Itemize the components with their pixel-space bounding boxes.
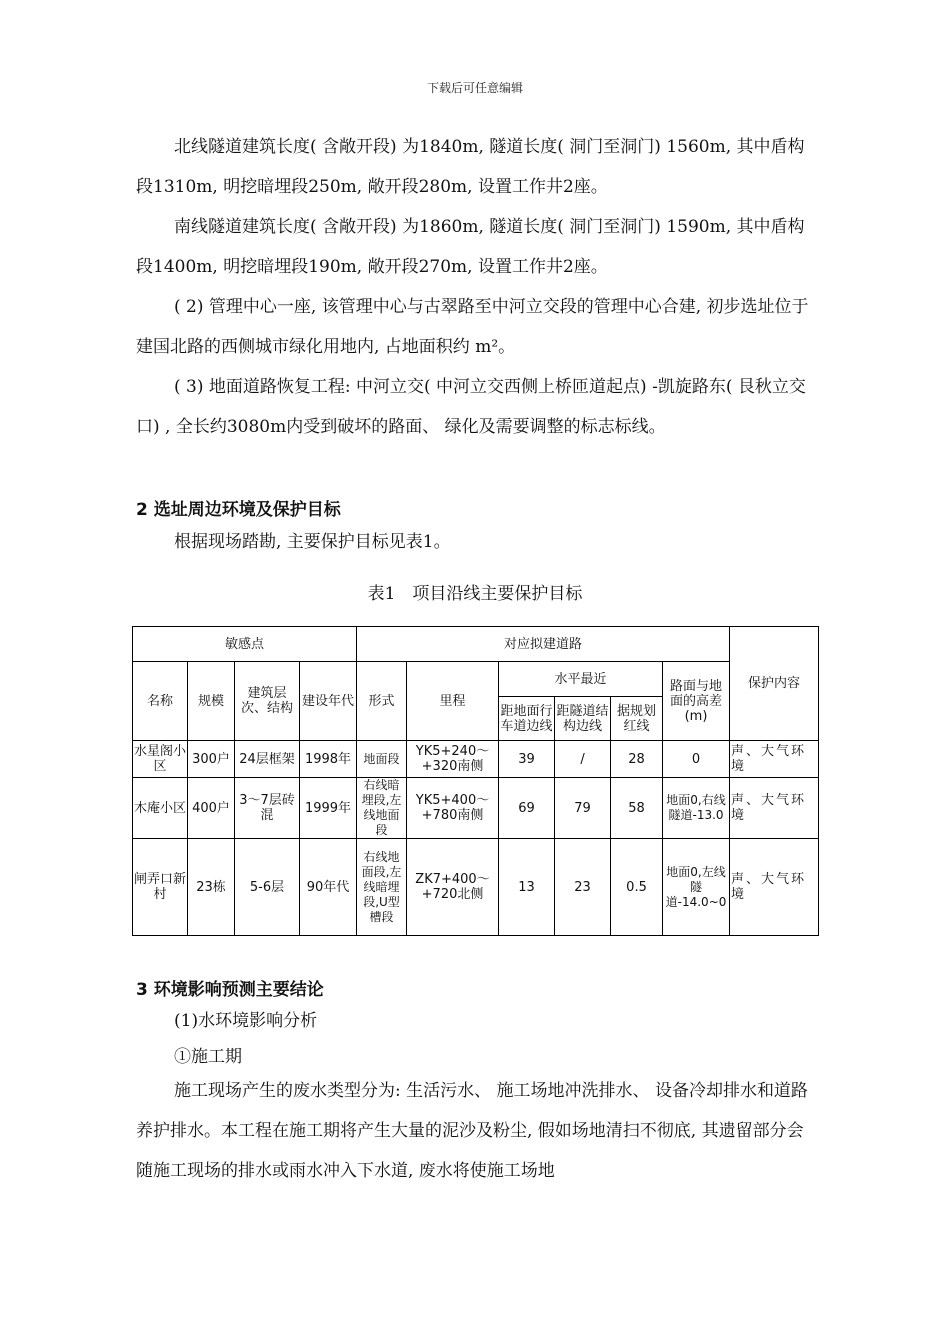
cell-scale: 300户 xyxy=(188,741,235,778)
cell-name: 木庵小区 xyxy=(133,778,188,839)
header-scale: 规模 xyxy=(188,662,235,741)
cell-protect: 声、大气环境 xyxy=(730,741,819,778)
cell-scale: 400户 xyxy=(188,778,235,839)
header-floors: 建筑层次、结构 xyxy=(235,662,300,741)
cell-red-line: 0.5 xyxy=(611,839,663,936)
cell-road-edge: 39 xyxy=(499,741,555,778)
header-name: 名称 xyxy=(133,662,188,741)
header-sensitive-point: 敏感点 xyxy=(133,627,357,662)
cell-height: 0 xyxy=(663,741,730,778)
table-row xyxy=(133,741,819,778)
paragraph-wastewater: 施工现场产生的废水类型分为: 生活污水、 施工场地冲洗排水、 设备冷却排水和道路养护排水。本工程在施工期将产生大量的泥沙及粉尘, 假如场地清扫不彻底, 其遗留部分会随施工现场的排水或雨水冲入下水道, 废水将使施工场地 xyxy=(136,1081,808,1181)
cell-mileage: YK5+240～+320南侧 xyxy=(407,741,499,778)
header-tunnel-edge: 距隧道结构边线 xyxy=(555,697,611,741)
header-road-edge: 距地面行车道边线 xyxy=(499,697,555,741)
header-protect-content: 保护内容 xyxy=(730,627,819,741)
header-red-line: 据规划红线 xyxy=(611,697,663,741)
section-3-heading: 3 环境影响预测主要结论 xyxy=(136,980,324,1000)
cell-tunnel-edge: 23 xyxy=(555,839,611,936)
cell-floors: 24层框架 xyxy=(235,741,300,778)
cell-height: 地面0,左线隧道-14.0~0 xyxy=(663,839,730,936)
protection-targets-table xyxy=(132,626,819,936)
cell-road-edge: 13 xyxy=(499,839,555,936)
paragraph-north-tunnel: 北线隧道建筑长度( 含敞开段) 为1840m, 隧道长度( 洞门至洞门) 1560m, 其中盾构段1310m, 明挖暗埋段250m, 敞开段280m, 设置工作井2座。 xyxy=(136,137,805,197)
cell-form: 右线暗埋段,左线地面段 xyxy=(357,778,407,839)
cell-red-line: 58 xyxy=(611,778,663,839)
cell-year: 90年代 xyxy=(300,839,357,936)
header-form: 形式 xyxy=(357,662,407,741)
cell-floors: 3～7层砖混 xyxy=(235,778,300,839)
cell-form: 地面段 xyxy=(357,741,407,778)
subsection-construction: ①施工期 xyxy=(174,1047,242,1067)
table-caption: 表1 项目沿线主要保护目标 xyxy=(367,584,583,604)
cell-road-edge: 69 xyxy=(499,778,555,839)
cell-tunnel-edge: 79 xyxy=(555,778,611,839)
header-height-diff: 路面与地面的高差(m) xyxy=(663,662,730,741)
cell-red-line: 28 xyxy=(611,741,663,778)
cell-name: 闸弄口新村 xyxy=(133,839,188,936)
header-horizontal: 水平最近 xyxy=(499,662,663,697)
cell-protect: 声、大气环境 xyxy=(730,778,819,839)
cell-scale: 23栋 xyxy=(188,839,235,936)
paragraph-management-center: ( 2) 管理中心一座, 该管理中心与古翠路至中河立交段的管理中心合建, 初步选址位于建国北路的西侧城市绿化用地内, 占地面积约 m²。 xyxy=(136,297,809,357)
cell-name: 水星阁小区 xyxy=(133,741,188,778)
header-year: 建设年代 xyxy=(300,662,357,741)
header-mileage: 里程 xyxy=(407,662,499,741)
cell-mileage: ZK7+400～+720北侧 xyxy=(407,839,499,936)
table-row xyxy=(133,839,819,936)
cell-protect: 声、大气环境 xyxy=(730,839,819,936)
header-road: 对应拟建道路 xyxy=(357,627,730,662)
section-2-heading: 2 选址周边环境及保护目标 xyxy=(136,500,341,520)
cell-height: 地面0,右线隧道-13.0 xyxy=(663,778,730,839)
section-2-text: 根据现场踏勘, 主要保护目标见表1。 xyxy=(174,532,451,552)
cell-year: 1998年 xyxy=(300,741,357,778)
paragraph-road-restoration: ( 3) 地面道路恢复工程: 中河立交( 中河立交西侧上桥匝道起点) -凯旋路东( 艮秋立交口) , 全长约3080m内受到破坏的路面、 绿化及需要调整的标志标线。 xyxy=(136,377,806,437)
page-header: 下载后可任意编辑 xyxy=(426,81,523,95)
cell-form: 右线地面段,左线暗埋段,U型槽段 xyxy=(357,839,407,936)
table-row xyxy=(133,778,819,839)
cell-year: 1999年 xyxy=(300,778,357,839)
subsection-water: (1)水环境影响分析 xyxy=(174,1011,318,1031)
cell-mileage: YK5+400～+780南侧 xyxy=(407,778,499,839)
cell-tunnel-edge: / xyxy=(555,741,611,778)
cell-floors: 5-6层 xyxy=(235,839,300,936)
paragraph-south-tunnel: 南线隧道建筑长度( 含敞开段) 为1860m, 隧道长度( 洞门至洞门) 1590m, 其中盾构段1400m, 明挖暗埋段190m, 敞开段270m, 设置工作井2座。 xyxy=(136,217,805,277)
